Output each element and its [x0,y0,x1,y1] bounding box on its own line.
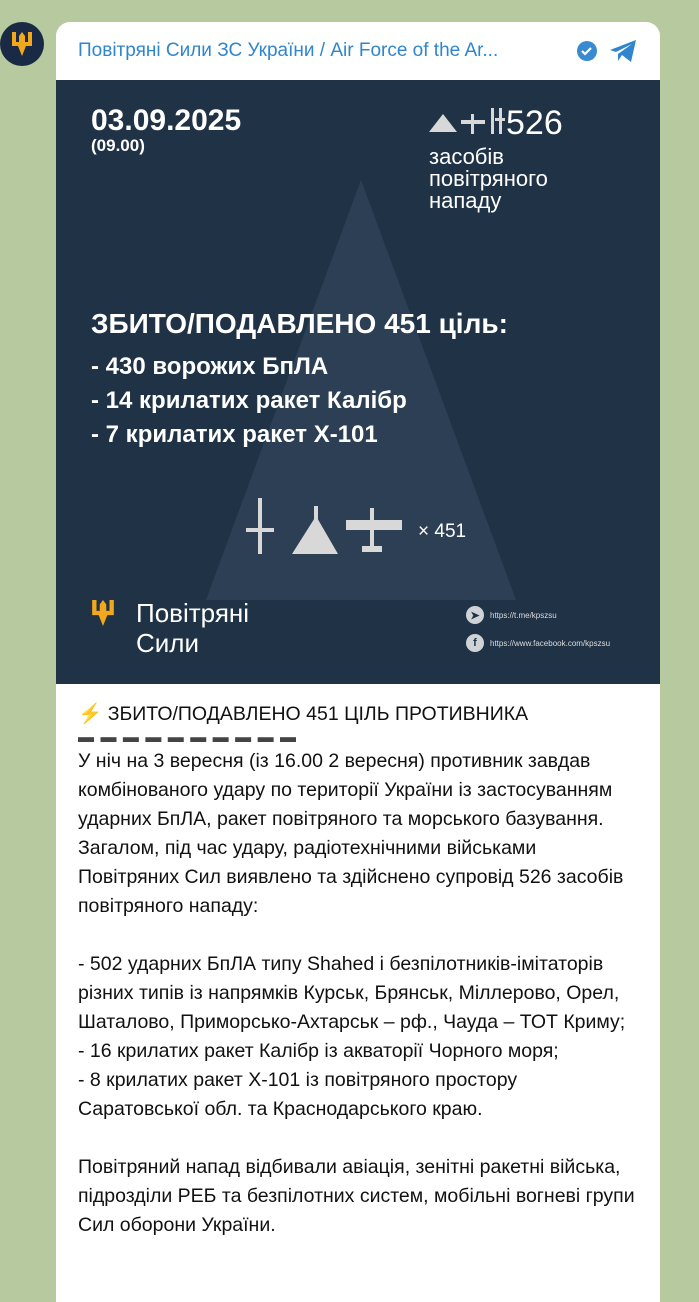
verified-badge-icon [576,40,598,62]
paragraph-2: Повітряний напад відбивали авіація, зенітні ракетні війська, підрозділи РЕБ та безпілотних систем, мобільні вогневі групи Сил оборони України. [78,1156,635,1236]
info-item: - 430 ворожих БпЛА [91,353,329,380]
total-label-line: засобів [429,144,504,169]
total-label [429,146,548,212]
logo-text [136,598,249,658]
telegram-icon[interactable] [608,38,638,64]
message-title [78,700,638,729]
channel-avatar[interactable] [0,22,44,66]
total-label-line: нападу [429,188,502,213]
channel-name[interactable]: Повітряні Сили ЗС України / Air Force of the Ar... [78,40,499,61]
facebook-link: https://www.facebook.com/kpszsu [490,638,611,648]
list-item: - 16 крилатих ракет Калібр із акваторії Чорного моря; [78,1040,559,1062]
multiplier: × 451 [418,521,467,542]
message-text [56,684,660,1256]
info-time: (09.00) [91,136,145,155]
logo-line: Повітряні [136,598,250,628]
info-date: 03.09.2025 [91,104,242,137]
trident-icon [10,30,34,58]
lightning-icon: ⚡ [78,703,103,725]
divider: ▬ ▬ ▬ ▬ ▬ ▬ ▬ ▬ ▬ ▬ [78,729,298,746]
logo-line: Сили [136,628,199,658]
info-item: - 7 крилатих ракет Х-101 [91,421,378,448]
infographic-image[interactable] [56,80,660,684]
list-item: - 8 крилатих ракет Х-101 із повітряного простору Саратовської обл. та Краснодарського краю. [78,1069,518,1120]
message-title-text: ЗБИТО/ПОДАВЛЕНО 451 ЦІЛЬ ПРОТИВНИКА [107,703,529,725]
aircraft-icons [429,106,505,136]
weapon-icons [246,498,406,554]
facebook-icon: f [466,634,484,652]
trident-logo-icon [90,597,116,629]
telegram-link-icon: ➤ [466,606,484,624]
social-links [466,606,610,662]
telegram-link: https://t.me/kpszsu [490,610,557,620]
total-label-line: повітряного [429,166,548,191]
info-items [91,350,407,452]
total-count: 526 [506,104,563,142]
info-headline: ЗБИТО/ПОДАВЛЕНО 451 ціль: [91,308,508,339]
message-bubble [56,22,660,1302]
info-item: - 14 крилатих ракет Калібр [91,387,407,414]
list-item: - 502 ударних БпЛА типу Shahed і безпілотників-імітаторів різних типів із напрямків Курськ, Брянськ, Міллерово, Орел, Шаталово, Приморсько-Ахтарськ – рф., Чауда – ТОТ Криму; [78,953,626,1033]
paragraph-1: У ніч на 3 вересня (із 16.00 2 вересня) противник завдав комбінованого удару по території України із застосуванням ударних БпЛА, ракет повітряного та морського базування. Загалом, під час удару, радіотехнічними військами Повітряних Сил виявлено та здійснено супровід 526 засобів повітряного нападу: [78,750,624,917]
message-header [56,22,660,80]
